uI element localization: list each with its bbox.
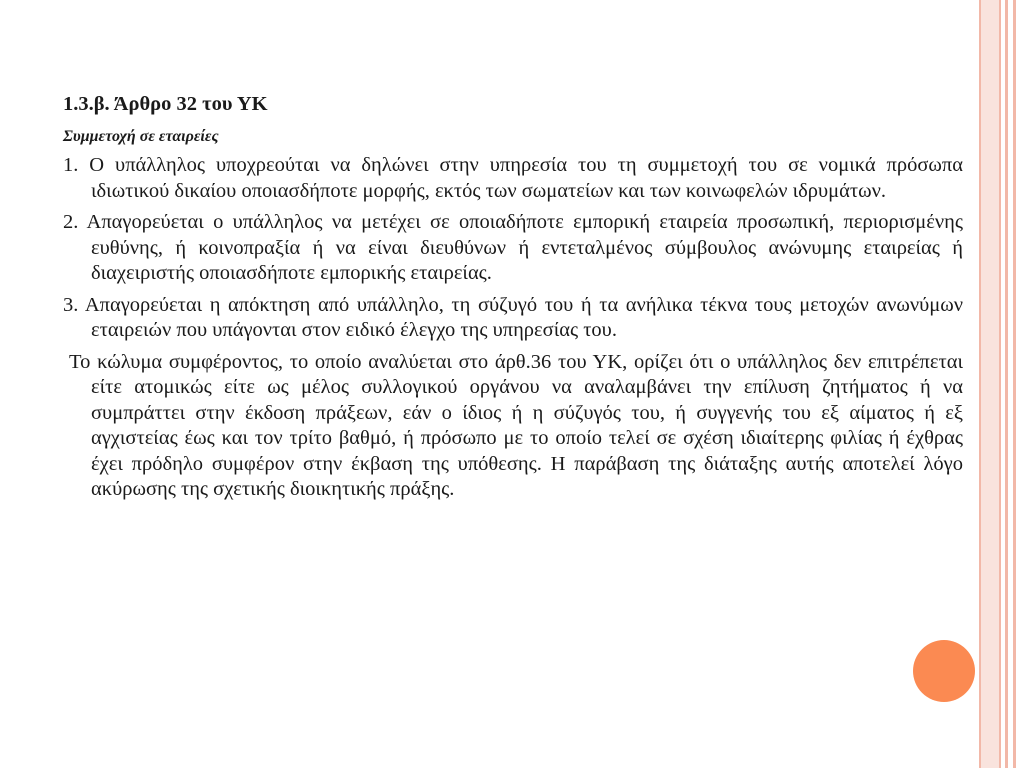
decorative-stripe-thin: [1005, 0, 1008, 768]
decorative-circle: [913, 640, 975, 702]
decorative-stripe-wide: [979, 0, 1001, 768]
decorative-stripe-thin: [1013, 0, 1016, 768]
paragraph-1: 1. Ο υπάλληλος υποχρεούται να δηλώνει στην υπηρεσία του τη συμμετοχή του σε νομικά πρόσωπα ιδιωτικού δικαίου οποιασδήποτε μορφής, εκτός των σωματείων και των κοινωφελών ιδρυμάτων.: [63, 154, 963, 202]
slide-content: [63, 92, 963, 503]
slide-heading: 1.3.β. Άρθρο 32 του ΥΚ: [63, 93, 268, 115]
paragraph-conflict-of-interest: Το κώλυμα συμφέροντος, το οποίο αναλύεται στο άρθ.36 του ΥΚ, ορίζει ότι ο υπάλληλος δεν επιτρέπεται είτε ατομικώς είτε ως μέλος συλλογικού οργάνου να αναλαμβάνει την επίλυση ζητήματος ή να συμπράττει στην έκδοση πράξεων, εάν ο ίδιος ή η σύζυγός του, ή συγγενής του εξ αίματος ή εξ αγχιστείας έως και τον τρίτο βαθμό, ή πρόσωπο με το οποίο τελεί σε σχέση ιδιαίτερης φιλίας ή έχθρας έχει πρόδηλο συμφέρον στην έκβαση της υπόθεσης. Η παράβαση της διάταξης αυτής αποτελεί λόγο ακύρωσης της σχετικής διοικητικής πράξης.: [69, 350, 963, 500]
paragraph-2: 2. Απαγορεύεται ο υπάλληλος να μετέχει σε οποιαδήποτε εμπορική εταιρεία προσωπική, περιορισμένης ευθύνης, ή κοινοπραξία ή να είναι διευθύνων ή εντεταλμένος σύμβουλος ανώνυμης εταιρείας ή διαχειριστής οποιασδήποτε εμπορικής εταιρείας.: [63, 211, 963, 284]
paragraph-3: 3. Απαγορεύεται η απόκτηση από υπάλληλο, τη σύζυγό του ή τα ανήλικα τέκνα τους μετοχών ανωνύμων εταιρειών που υπάγονται στον ειδικό έλεγχο της υπηρεσίας του.: [63, 293, 963, 341]
slide-subheading: Συμμετοχή σε εταιρείες: [63, 127, 219, 145]
